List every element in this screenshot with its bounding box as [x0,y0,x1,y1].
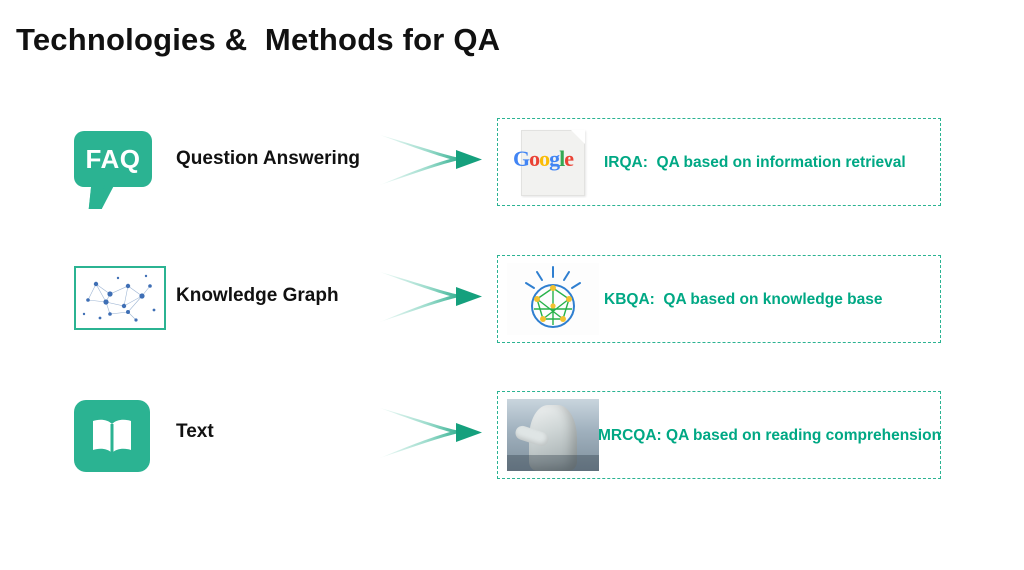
google-wordmark: Google [513,146,574,171]
statue-reading-thumbnail [507,399,599,471]
method-panel-irqa [497,118,941,206]
knowledge-graph-frame [74,266,166,330]
method-panel-kbqa [497,255,941,343]
knowledge-graph-icon [74,260,152,338]
method-panel-mrcqa [497,391,941,479]
row-label-question-answering: Question Answering [176,148,361,169]
open-book-icon [74,396,152,474]
arrow-right-gradient [378,266,483,328]
faq-bubble-icon [74,123,152,201]
row-label-text: Text [176,421,214,442]
method-text-mrcqa: MRCQA: QA based on reading comprehension [598,427,942,444]
diagram-row [0,115,1024,225]
ibm-watson-thumbnail [507,263,599,335]
google-logo-thumbnail [507,126,599,198]
method-text-kbqa: KBQA: QA based on knowledge base [604,291,883,308]
page-title: Technologies & Methods for QA [16,22,501,57]
diagram-row [0,252,1024,362]
diagram-row [0,388,1024,498]
book-tile-shape [74,400,150,472]
row-label-knowledge-graph: Knowledge Graph [176,285,339,306]
method-text-irqa: IRQA: QA based on information retrieval [604,154,906,171]
faq-label: FAQ [85,144,141,174]
faq-bubble-tail [89,185,115,209]
arrow-right-gradient [378,402,483,464]
arrow-right-gradient [378,129,483,191]
